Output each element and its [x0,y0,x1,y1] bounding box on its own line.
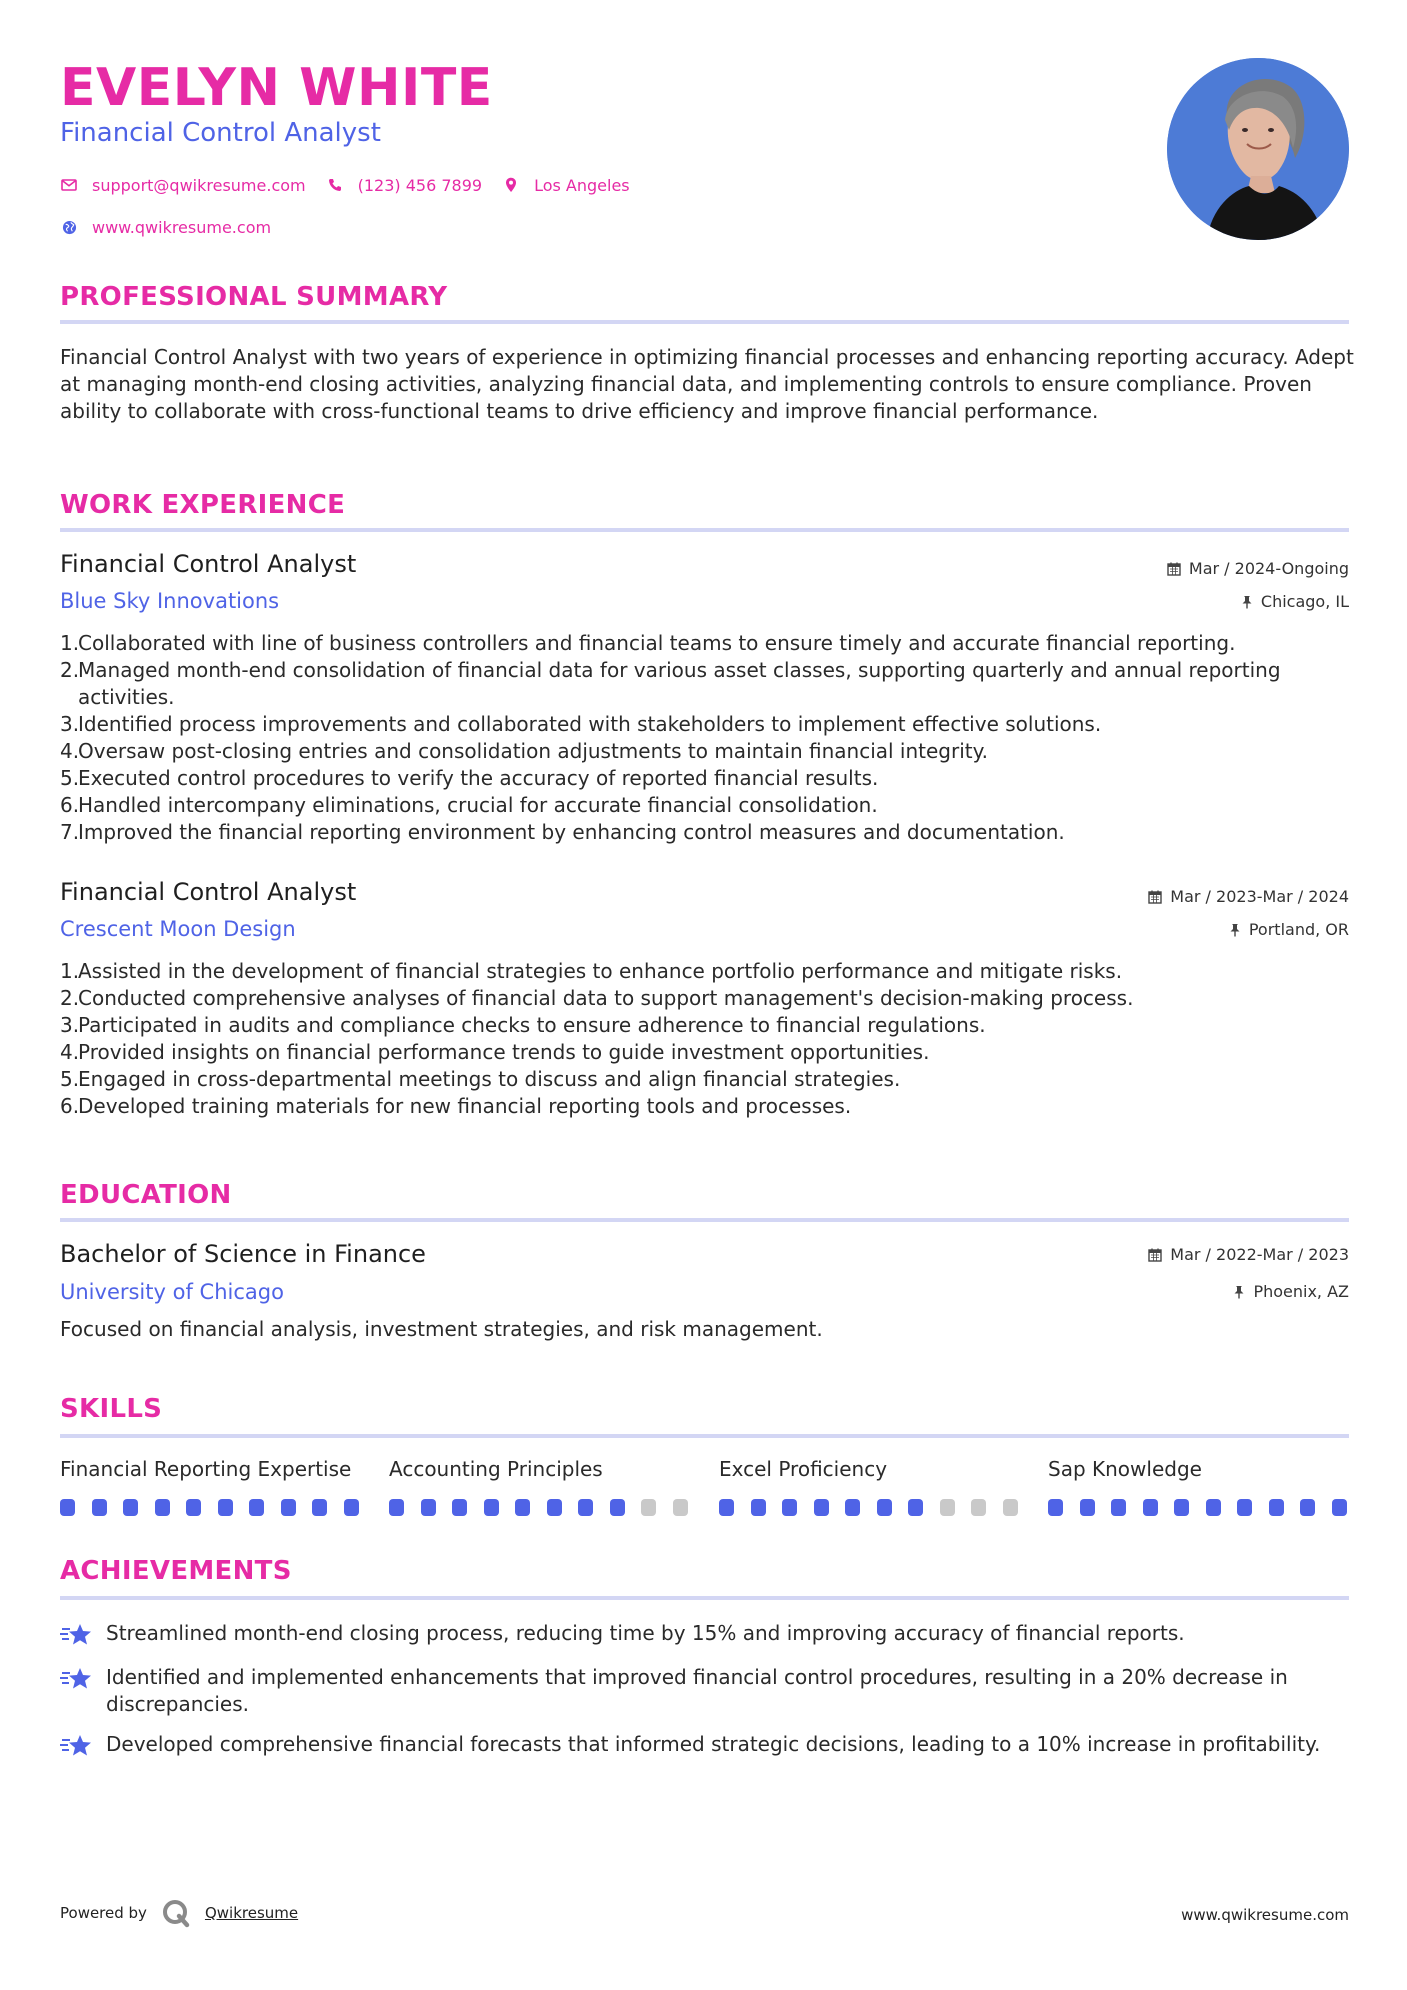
map-pin-icon [502,176,520,194]
skill-dot-filled [1332,1499,1347,1516]
job-location [1241,592,1349,611]
education-location [1233,1282,1349,1301]
skill-dot-filled [452,1499,467,1516]
job-location-text: Chicago, IL [1260,592,1349,611]
list-item: 6. Developed training materials for new financial reporting tools and processes. [60,1094,852,1118]
summary-text: Financial Control Analyst with two years of experience in optimizing financial processes and enhancing reporting accuracy. Adept at managing month-end closing activities, analyzing financial data, and implementing controls to ensure compliance. Proven ability to collaborate with cross-functional teams to drive efficiency and improve financial performance. [60,345,1354,423]
contact-info [60,172,650,256]
skill-dot-filled [344,1499,359,1516]
skill-dot-filled [186,1499,201,1516]
qwikresume-link[interactable]: Qwikresume [204,1904,299,1922]
email-text: support@qwikresume.com [92,175,306,195]
skill-dot-filled [751,1499,766,1516]
skill-dot-filled [877,1499,892,1516]
skill-dot-filled [281,1499,296,1516]
education-description: Focused on financial analysis, investment strategies, and risk management. [60,1317,823,1341]
skill-dot-filled [719,1499,734,1516]
star-icon [60,1664,106,1718]
skill-item [60,1457,360,1516]
education-location-text: Phoenix, AZ [1253,1282,1349,1301]
skill-dot-empty [673,1499,688,1516]
education-heading: EDUCATION [60,1180,232,1210]
job-dates-text: Mar / 2024-Ongoing [1188,559,1349,578]
skill-dot-filled [155,1499,170,1516]
skills-heading: SKILLS [60,1394,163,1424]
contact-location [502,176,630,195]
skill-dot-filled [421,1499,436,1516]
skill-rating [719,1499,1019,1516]
contact-website[interactable] [60,218,271,237]
skill-dot-filled [1080,1499,1095,1516]
job-bullets [60,958,1355,1120]
skill-dot-filled [578,1499,593,1516]
list-item: 2. Conducted comprehensive analyses of financial data to support management's decision-making process. [60,986,1134,1010]
skill-dot-filled [312,1499,327,1516]
summary-heading: PROFESSIONAL SUMMARY [60,282,448,312]
profile-photo [1167,58,1349,240]
job-title: Financial Control Analyst [60,878,357,906]
skill-dot-empty [641,1499,656,1516]
phone-text: (123) 456 7899 [357,175,483,195]
list-item: 1. Assisted in the development of financial strategies to enhance portfolio performance and mitigate risks. [60,959,1123,983]
job-company: Crescent Moon Design [60,917,296,941]
section-divider [60,1434,1349,1438]
skill-dot-filled [1143,1499,1158,1516]
skill-item [1048,1457,1348,1516]
skill-dot-filled [1206,1499,1221,1516]
achievement-item: Streamlined month-end closing process, reducing time by 15% and improving accuracy of financial reports. [60,1620,1355,1655]
qwikresume-logo-icon [161,1898,191,1928]
skill-name: Sap Knowledge [1048,1457,1202,1481]
skill-dot-filled [92,1499,107,1516]
powered-by-label: Powered by [60,1904,147,1922]
job-company: Blue Sky Innovations [60,589,280,613]
skill-dot-empty [1003,1499,1018,1516]
globe-icon [60,218,78,236]
skill-rating [60,1499,360,1516]
contact-phone[interactable] [326,176,482,195]
list-item: 2. Managed month-end consolidation of financial data for various asset classes, supporting quarterly and annual reporting activities. [60,658,1281,709]
skill-name: Financial Reporting Expertise [60,1457,352,1481]
skill-dot-filled [484,1499,499,1516]
footer-powered-by [60,1898,298,1928]
education-dates [1148,1245,1349,1264]
candidate-name: EVELYN WHITE [60,58,493,118]
skill-dot-empty [971,1499,986,1516]
education-dates-text: Mar / 2022-Mar / 2023 [1170,1245,1349,1264]
location-text: Los Angeles [534,175,630,195]
skill-dot-filled [782,1499,797,1516]
list-item: 4. Oversaw post-closing entries and consolidation adjustments to maintain financial integrity. [60,739,988,763]
list-item: 7. Improved the financial reporting environment by enhancing control measures and documentation. [60,820,1065,844]
skill-dot-filled [60,1499,75,1516]
envelope-icon [60,176,78,194]
section-divider [60,1218,1349,1222]
list-item: 5. Engaged in cross-departmental meetings to discuss and align financial strategies. [60,1067,901,1091]
list-item: 4. Provided insights on financial performance trends to guide investment opportunities. [60,1040,930,1064]
skill-name: Excel Proficiency [719,1457,888,1481]
skill-dot-filled [515,1499,530,1516]
skill-dot-filled [908,1499,923,1516]
job-location [1229,920,1349,939]
skill-item [389,1457,689,1516]
skill-dot-filled [1111,1499,1126,1516]
contact-email[interactable] [60,176,306,195]
phone-icon [326,176,344,194]
skill-dot-filled [1048,1499,1063,1516]
skill-dot-filled [1269,1499,1284,1516]
job-location-text: Portland, OR [1248,920,1349,939]
skill-dot-filled [610,1499,625,1516]
skill-dot-filled [814,1499,829,1516]
skill-dot-filled [123,1499,138,1516]
website-text: www.qwikresume.com [92,217,272,237]
degree-title: Bachelor of Science in Finance [60,1240,426,1268]
star-icon [60,1620,106,1655]
achievements-heading: ACHIEVEMENTS [60,1556,292,1586]
pushpin-icon [1229,923,1241,937]
skill-rating [1048,1499,1348,1516]
job-dates [1167,559,1349,578]
skill-dot-filled [1174,1499,1189,1516]
job-bullets [60,630,1355,846]
calendar-icon [1167,562,1181,576]
list-item: 6. Handled intercompany eliminations, crucial for accurate financial consolidation. [60,793,878,817]
skill-dot-filled [249,1499,264,1516]
achievement-item: Identified and implemented enhancements that improved financial control procedures, resulting in a 20% decrease in discrepancies. [60,1664,1355,1718]
job-title: Financial Control Analyst [60,550,357,578]
skill-dot-filled [1300,1499,1315,1516]
candidate-role: Financial Control Analyst [60,118,381,148]
list-item: 1. Collaborated with line of business controllers and financial teams to ensure timely and accurate financial reporting. [60,631,1236,655]
job-dates-text: Mar / 2023-Mar / 2024 [1170,887,1349,906]
calendar-icon [1148,1248,1162,1262]
list-item: 3. Identified process improvements and collaborated with stakeholders to implement effective solutions. [60,712,1102,736]
skill-dot-filled [845,1499,860,1516]
list-item: 3. Participated in audits and compliance checks to ensure adherence to financial regulations. [60,1013,986,1037]
skill-dot-filled [218,1499,233,1516]
skill-name: Accounting Principles [389,1457,603,1481]
section-divider [60,320,1349,324]
skill-item [719,1457,1019,1516]
skill-rating [389,1499,689,1516]
pushpin-icon [1241,595,1253,609]
calendar-icon [1148,890,1162,904]
job-dates [1148,887,1349,906]
skill-dot-empty [940,1499,955,1516]
footer-website[interactable]: www.qwikresume.com [1181,1906,1349,1924]
section-divider [60,528,1349,532]
experience-heading: WORK EXPERIENCE [60,490,346,520]
pushpin-icon [1233,1285,1245,1299]
star-icon [60,1731,106,1766]
skill-dot-filled [547,1499,562,1516]
section-divider [60,1596,1349,1600]
skill-dot-filled [389,1499,404,1516]
achievement-item: Developed comprehensive financial forecasts that informed strategic decisions, leading to a 10% increase in profitability. [60,1731,1355,1766]
school-name: University of Chicago [60,1280,284,1304]
list-item: 5. Executed control procedures to verify the accuracy of reported financial results. [60,766,879,790]
skill-dot-filled [1237,1499,1252,1516]
